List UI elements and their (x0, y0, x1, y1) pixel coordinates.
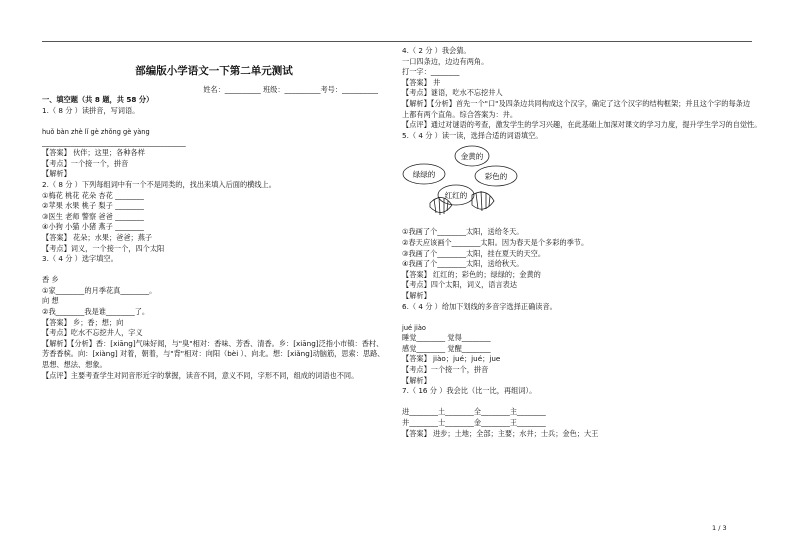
text-line (402, 397, 754, 408)
page-number: 1 / 3 (712, 524, 727, 532)
right-content-top (402, 46, 762, 141)
page-title: 部编版小学语文一下第二单元测试 (135, 65, 293, 77)
text-line: 一口四条边，边边有两角。 (402, 56, 489, 66)
left-content (42, 106, 386, 381)
text-line: 【答案】 jiào；jué；jué；jue (402, 354, 501, 364)
top-rule (42, 41, 752, 42)
left-column (42, 46, 386, 381)
text-line: 进________土________全________主________ (402, 407, 546, 417)
text-line: 2.（ 8 分 ）下列每组词中有一个不是同类的，找出来填入后面的横线上。 (42, 179, 276, 189)
text-line: 6.（ 4 分 ）给加下划线的多音字选择正确读音。 (402, 301, 557, 311)
text-line: 1.（ 8 分 ）读拼音，写词语。 (42, 105, 140, 115)
cloud-word: 彩色的 (484, 172, 508, 182)
text-line: 【考点】吃水不忘挖井人，字义 (42, 328, 143, 338)
text-line (42, 116, 386, 127)
text-line: 【答案】 进步；土地；全部；主要；水井；士兵；金色；大王 (402, 428, 599, 438)
text-line: ②春天应该画个________太阳。因为春天是个多彩的季节。 (402, 237, 589, 247)
text-line: jué jiào (402, 323, 426, 332)
text-line: huǒ bàn zhè lǐ gè zhǒng gè yàng (42, 127, 150, 136)
text-line: 【答案】 伙伴；这里；各种各样 (42, 148, 145, 158)
text-line (42, 265, 386, 276)
text-line: 【解析】【分析】香：[xiāng]气味好闻，与"臭"相对：香味、芳香、清香。乡：[xiāng]泛指小市镇：香村、芳香香槟。向：[xiàng] 对着，朝着，与"背"相对：向阳（bèi ）、向北。想：[xiǎng]动脑筋，思索：思路、思想、想法、想象。 (42, 338, 385, 370)
text-line: ②苹果 水果 桃子 梨子 ________ (42, 201, 144, 211)
text-line: 【解析】 (402, 375, 431, 385)
text-line: 【答案】 花朵；水果；爸爸；燕子 (42, 232, 153, 242)
student-info: 姓名：__________ 班级：__________考号：__________ (203, 84, 378, 94)
text-line: 【点评】通过对谜语的考查，激发学生的学习兴趣，在此基础上加深对课文的学习力度，提升学生学习的自觉性。 (402, 120, 762, 130)
text-line: 香 乡 (42, 275, 59, 285)
text-line: 打一字：________ (402, 67, 460, 77)
text-line: 【考点】四个太阳，词义，语言表达 (402, 280, 518, 290)
text-line: 【考点】词义，一个接一个，四个太阳 (42, 243, 165, 253)
text-line: ①我画了个________太阳，送给冬天。 (402, 227, 524, 237)
text-line: 4.（ 2 分 ）我会猜。 (402, 46, 471, 55)
text-line: 3.（ 4 分 ）选字填空。 (42, 254, 118, 264)
text-line: 【点评】主要考查学生对同音形近字的掌握，读音不同，意义不同，字形不同，组成的词语也不同。 (42, 370, 359, 380)
text-line: 睡觉________ 觉得________ (402, 333, 491, 343)
cloud-word: 红红的 (444, 191, 468, 201)
word-clouds-figure (402, 143, 754, 225)
text-line: 【解析】 (42, 169, 71, 179)
section-heading: 一、填空题（共 8 题，共 58 分） (42, 95, 154, 105)
text-line: 【答案】 红红的；彩色的；绿绿的；金黄的 (402, 269, 541, 279)
text-line: 【考点】一个接一个，拼音 (42, 158, 129, 168)
text-line: 【答案】 井 (402, 77, 441, 87)
cloud-word: 金黄的 (460, 152, 484, 162)
text-line: ①家________的月季花真________。 (42, 285, 157, 295)
text-line: 【答案】 乡；香；想；向 (42, 317, 124, 327)
text-line: 【解析】【分析】首先一个"口"及四条边共同构成这个汉字，确定了这个汉字的结构框架；并且这个字的每条边上都有两个直角。综合答案为：井。 (402, 98, 751, 119)
text-line: 【考点】谜语，吃水不忘挖井人 (402, 88, 503, 98)
text-line: ④我画了个________太阳，送给秋天。 (402, 259, 524, 269)
cloud-word: 绿绿的 (412, 170, 436, 180)
text-line: 感觉________ 觉醒________ (402, 343, 491, 353)
text-line: 【解析】 (402, 290, 431, 300)
text-line: ④小狗 小猫 小猪 燕子 ________ (42, 222, 144, 232)
text-line: ③我画了个________太阳，挂在夏天的天空。 (402, 248, 546, 258)
text-line: 5.（ 4 分 ）读一读，选择合适的词语填空。 (402, 130, 543, 140)
text-line: ②我________我是谁________了。 (42, 307, 150, 317)
text-line: 向 想 (42, 296, 59, 306)
text-line: 7.（ 16 分 ）我会比（比一比，再组词）。 (402, 386, 537, 396)
right-content-bottom (402, 227, 754, 439)
text-line: ①梅花 桃花 花朵 杏花 ________ (42, 190, 144, 200)
text-line: ________________________________________ (42, 137, 186, 147)
text-line (402, 312, 754, 323)
text-line: 井________士________金________王________ (402, 418, 546, 428)
fish-icon-right (472, 191, 494, 211)
text-line: 【考点】一个接一个，拼音 (402, 365, 489, 375)
text-line: ③医生 老师 警察 爸爸 ________ (42, 211, 144, 221)
right-column (402, 46, 762, 439)
